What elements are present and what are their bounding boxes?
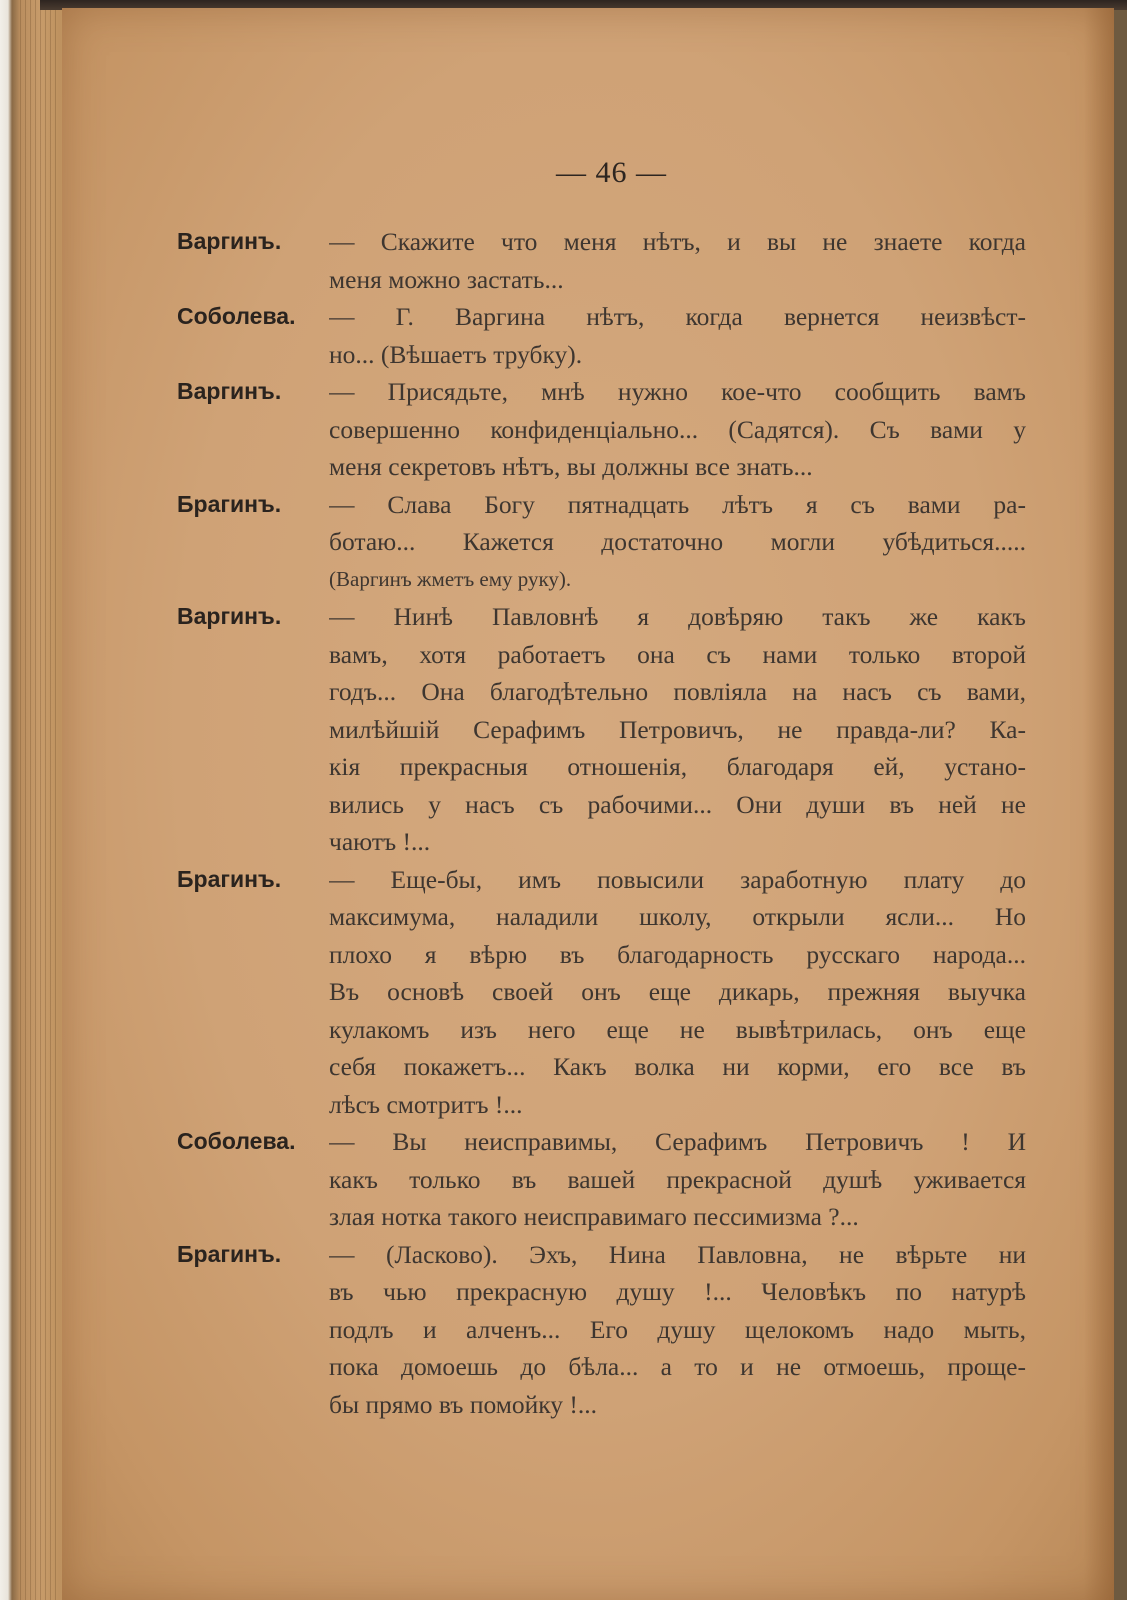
text-line: какъ только въ вашей прекрасной душѣ уживается <box>329 1164 1026 1194</box>
book-page <box>62 8 1114 1600</box>
text-line: — Присядьте, мнѣ нужно кое-что сообщить вамъ <box>329 377 1026 406</box>
play-dialogue <box>177 223 1127 1423</box>
speech-text <box>329 373 1026 486</box>
dialogue-entry <box>177 1236 1127 1424</box>
text-line: плохо я вѣрю въ благодарность русскаго народа... <box>329 939 1026 969</box>
dialogue-entry <box>177 486 1127 599</box>
speaker-name: Брагинъ. <box>177 1240 282 1267</box>
dialogue-entry <box>177 223 1127 298</box>
stage-direction: (Варгинъ жметъ ему руку). <box>329 566 572 591</box>
text-line: чаютъ !... <box>329 827 431 856</box>
text-line: — Скажите что меня нѣтъ, и вы не знаете когда <box>329 227 1026 256</box>
text-line: годъ... Она благодѣтельно повліяла на насъ съ вами, <box>329 677 1026 706</box>
dialogue-entry <box>177 298 1127 373</box>
speaker-name: Варгинъ. <box>177 228 282 254</box>
text-line: — Нинѣ Павловнѣ я довѣряю такъ же какъ <box>329 602 1026 631</box>
speech-text <box>329 1236 1026 1424</box>
speaker-name: Соболева. <box>177 1128 296 1154</box>
text-line: максимума, наладили школу, открыли ясли... Но <box>329 902 1026 931</box>
speaker-name: Брагинъ. <box>177 865 282 892</box>
dialogue-entry <box>177 598 1127 861</box>
text-line: подлъ и алченъ... Его душу щелокомъ надо мыть, <box>329 1314 1026 1344</box>
dialogue-entry <box>177 1123 1127 1236</box>
text-line: милѣйшій Серафимъ Петровичъ, не правда-ли? Ка- <box>329 714 1026 744</box>
text-line: бы прямо въ помойку !... <box>329 1389 598 1419</box>
speech-text <box>329 1123 1026 1236</box>
text-line: меня секретовъ нѣтъ, вы должны все знать... <box>329 452 813 481</box>
dialogue-entry <box>177 861 1127 1124</box>
text-line: но... (Вѣшаетъ трубку). <box>329 339 583 369</box>
text-line: вамъ, хотя работаетъ она съ нами только второй <box>329 639 1026 669</box>
dialogue-entry <box>177 373 1127 486</box>
speech-text <box>329 298 1026 373</box>
text-line: въ чью прекрасную душу !... Человѣкъ по натурѣ <box>329 1277 1026 1306</box>
text-line: совершенно конфиденціально... (Садятся). Съ вами у <box>329 414 1026 444</box>
speech-text <box>329 486 1026 599</box>
text-line: — Еще-бы, имъ повысили заработную плату до <box>329 864 1026 894</box>
text-line: ботаю... Кажется достаточно могли убѣдиться..... <box>329 527 1026 556</box>
text-line: кія прекрасныя отношенія, благодаря ей, устано- <box>329 752 1026 781</box>
speech-text <box>329 598 1026 861</box>
text-line: вились у насъ съ рабочими... Они души въ ней не <box>329 789 1026 819</box>
book-spine-edge <box>0 0 70 1600</box>
speech-text <box>329 861 1026 1124</box>
speaker-name: Варгинъ. <box>177 603 282 629</box>
speaker-name: Варгинъ. <box>177 378 282 404</box>
text-line: лѣсъ смотритъ !... <box>329 1089 523 1119</box>
text-line: — Слава Богу пятнадцать лѣтъ я съ вами ра- <box>329 489 1026 519</box>
speaker-name: Соболева. <box>177 303 296 329</box>
text-line: меня можно застать... <box>329 264 564 294</box>
text-line: кулакомъ изъ него еще не вывѣтрилась, онъ еще <box>329 1014 1026 1044</box>
text-line: — Вы неисправимы, Серафимъ Петровичъ ! И <box>329 1127 1026 1156</box>
text-line: — (Ласково). Эхъ, Нина Павловна, не вѣрьте ни <box>329 1239 1026 1269</box>
speaker-name: Брагинъ. <box>177 490 282 517</box>
text-line: Въ основѣ своей онъ еще дикарь, прежняя выучка <box>329 977 1026 1006</box>
text-line: пока домоешь до бѣла... а то и не отмоешь, проще- <box>329 1352 1026 1381</box>
text-line: злая нотка такого неисправимаго пессимизма ?... <box>329 1202 859 1231</box>
text-line: себя покажетъ... Какъ волка ни корми, его все въ <box>329 1052 1026 1081</box>
speech-text <box>329 223 1026 298</box>
page-number: — 46 — <box>556 156 667 189</box>
text-line: — Г. Варгина нѣтъ, когда вернется неизвѣст- <box>329 302 1026 331</box>
